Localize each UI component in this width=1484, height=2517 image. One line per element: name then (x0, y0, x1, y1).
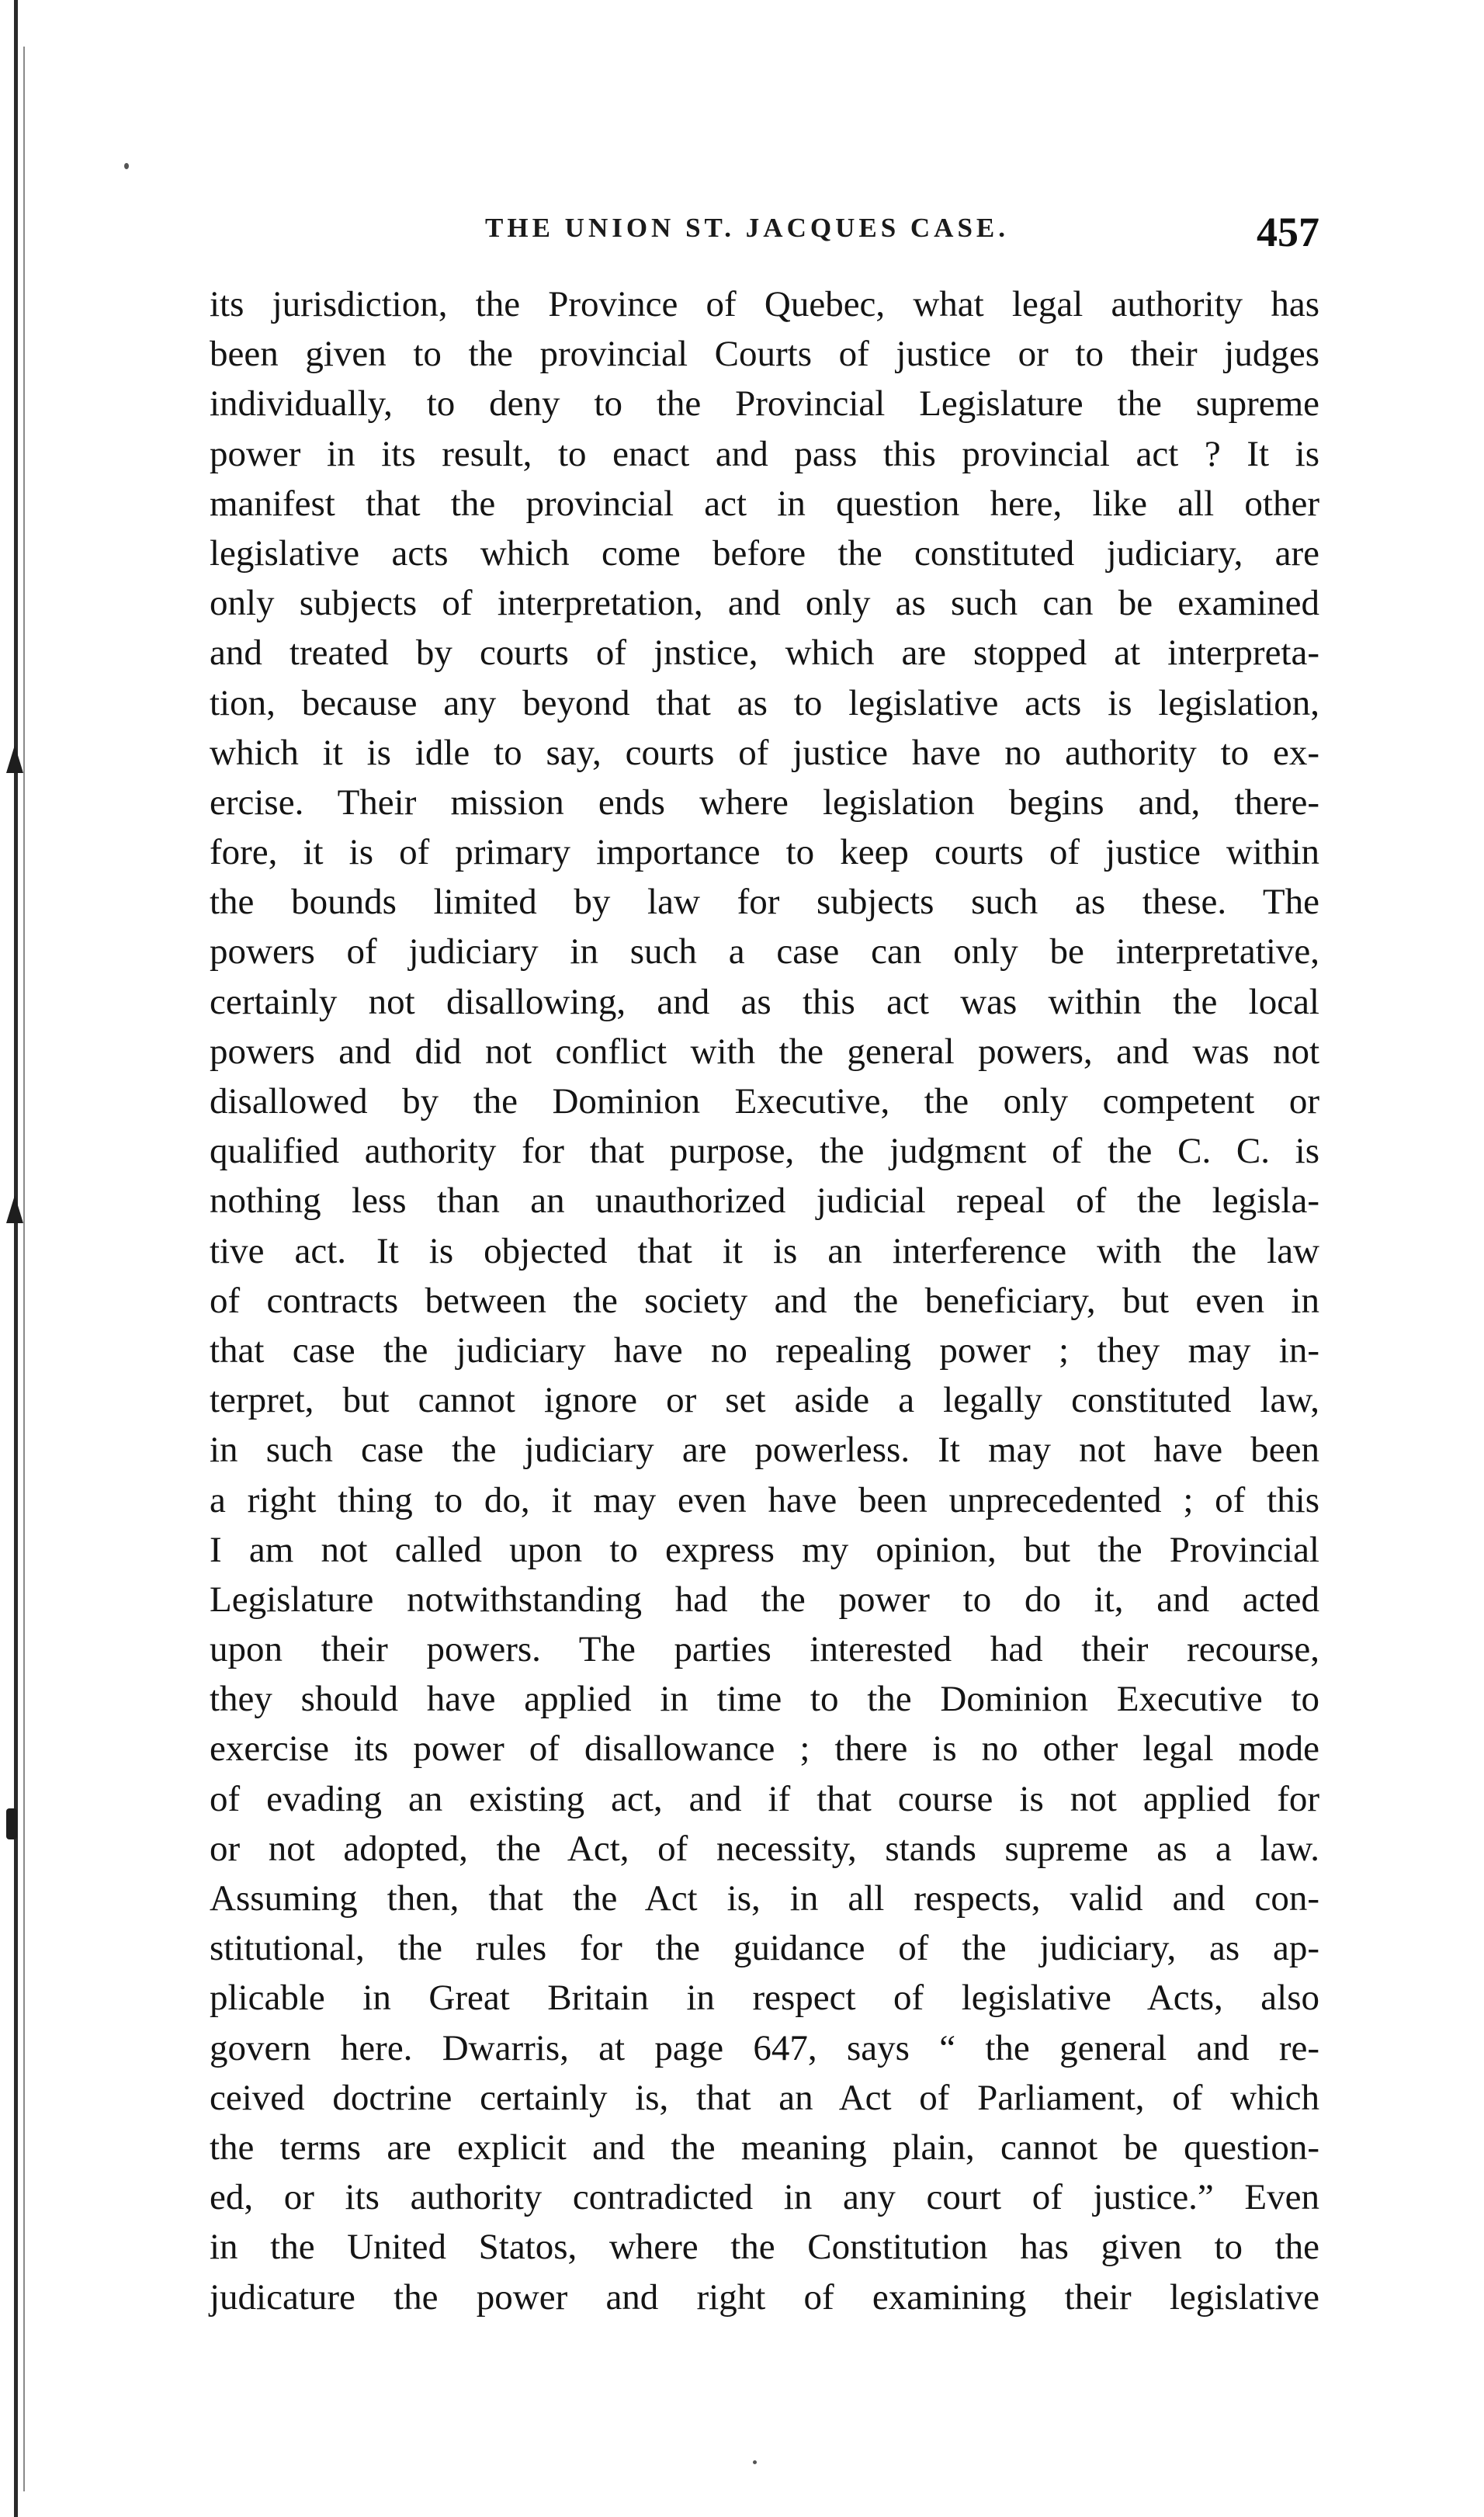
page-binding-shadow (23, 47, 25, 2491)
text-line: tion, because any beyond that as to legislative acts is legislation, (210, 682, 1319, 723)
text-line: and treated by courts of jnstice, which are stopped at interpreta- (210, 633, 1319, 674)
margin-mark (6, 1195, 23, 1223)
running-title: THE UNION ST. JACQUES CASE. (485, 213, 1010, 243)
text-line: in the United Statos, where the Constitution has given to the (210, 2227, 1319, 2268)
text-line: stitutional, the rules for the guidance of the judiciary, as ap- (210, 1928, 1319, 1969)
text-line: legislative acts which come before the constituted judiciary, are (210, 532, 1319, 574)
text-line: the terms are explicit and the meaning plain, cannot be question- (210, 2127, 1319, 2168)
text-line: Legislature notwithstanding had the power to do it, and acted (210, 1579, 1319, 1620)
text-line: qualified authority for that purpose, the judgmεnt of the C. C. is (210, 1131, 1319, 1172)
ink-speck (753, 2460, 757, 2464)
text-line: disallowed by the Dominion Executive, the only competent or (210, 1081, 1319, 1122)
text-line: its jurisdiction, the Province of Quebec, what legal authority has (210, 284, 1319, 324)
text-line: that case the judiciary have no repealing power ; they may in- (210, 1330, 1319, 1371)
ink-speck (124, 163, 129, 169)
text-line: powers and did not conflict with the general powers, and was not (210, 1031, 1319, 1072)
text-line: only subjects of interpretation, and only as such can be examined (210, 583, 1319, 624)
text-line: or not adopted, the Act, of necessity, stands supreme as a law. (210, 1828, 1319, 1869)
page-number: 457 (1257, 209, 1319, 255)
text-line: govern here. Dwarris, at page 647, says “ the general and re- (210, 2027, 1319, 2068)
margin-mark (6, 745, 23, 773)
text-line: plicable in Great Britain in respect of legislative Acts, also (210, 1978, 1319, 2019)
text-line: I am not called upon to express my opinion, but the Provincial (210, 1529, 1319, 1570)
text-line: of evading an existing act, and if that course is not applied for (210, 1778, 1319, 1819)
text-line: the bounds limited by law for subjects such as these. The (210, 882, 1319, 923)
text-line: which it is idle to say, courts of justice have no authority to ex- (210, 732, 1319, 773)
text-line: fore, it is of primary importance to keep courts of justice within (210, 832, 1319, 873)
text-line: ceived doctrine certainly is, that an Act of Parliament, of which (210, 2077, 1319, 2118)
text-line: ercise. Their mission ends where legislation begins and, there- (210, 782, 1319, 823)
text-line: they should have applied in time to the Dominion Executive to (210, 1679, 1319, 1720)
text-line: been given to the provincial Courts of justice or to their judges (210, 334, 1319, 375)
text-line: judicature the power and right of examining their legislative (210, 2276, 1319, 2318)
text-line: tive act. It is objected that it is an interference with the law (210, 1230, 1319, 1271)
margin-mark (6, 1808, 17, 1839)
text-line: in such case the judiciary are powerless. It may not have been (210, 1430, 1319, 1471)
text-line: Assuming then, that the Act is, in all respects, valid and con- (210, 1878, 1319, 1919)
text-line: powers of judiciary in such a case can only be interpretative, (210, 931, 1319, 972)
text-line: terpret, but cannot ignore or set aside a legally constituted law, (210, 1380, 1319, 1421)
text-line: manifest that the provincial act in question here, like all other (210, 483, 1319, 524)
body-text (210, 279, 1319, 2322)
text-line: nothing less than an unauthorized judicial repeal of the legisla- (210, 1180, 1319, 1222)
page-binding-edge (14, 0, 18, 2517)
text-line: individually, to deny to the Provincial Legislature the supreme (210, 383, 1319, 425)
text-line: ed, or its authority contradicted in any court of justice.” Even (210, 2177, 1319, 2218)
text-line: certainly not disallowing, and as this act was within the local (210, 981, 1319, 1022)
text-line: a right thing to do, it may even have been unprecedented ; of this (210, 1479, 1319, 1520)
text-line: of contracts between the society and the beneficiary, but even in (210, 1280, 1319, 1321)
running-head (210, 208, 1319, 262)
text-line: upon their powers. The parties interested had their recourse, (210, 1629, 1319, 1670)
text-line: exercise its power of disallowance ; there is no other legal mode (210, 1728, 1319, 1770)
text-line: power in its result, to enact and pass this provincial act ? It is (210, 433, 1319, 474)
